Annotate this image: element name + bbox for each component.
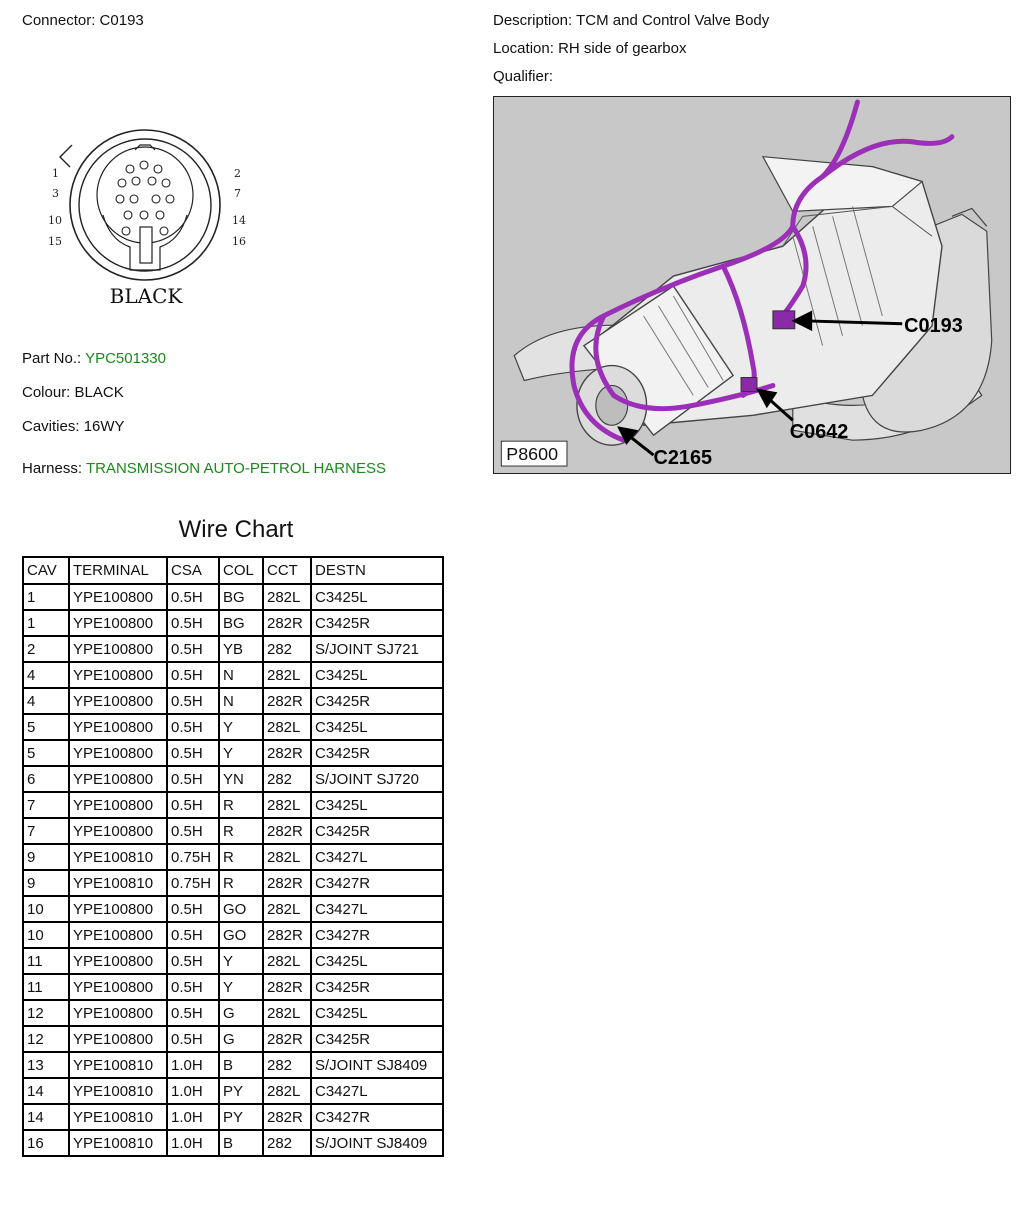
cell-cct: 282R <box>263 1104 311 1130</box>
cell-destn: C3427L <box>311 1078 443 1104</box>
cell-terminal: YPE100800 <box>69 740 167 766</box>
table-row <box>23 948 443 974</box>
cell-cav: 12 <box>23 1000 69 1026</box>
cell-terminal: YPE100800 <box>69 974 167 1000</box>
cell-cct: 282R <box>263 688 311 714</box>
pin-label-left: 15 <box>48 235 62 248</box>
cell-cct: 282 <box>263 636 311 662</box>
cell-cav: 1 <box>23 610 69 636</box>
cell-destn: C3425R <box>311 688 443 714</box>
cell-col: R <box>219 818 263 844</box>
pin-label-right: 14 <box>232 214 246 227</box>
cell-csa: 1.0H <box>167 1052 219 1078</box>
part-no-line <box>22 350 166 367</box>
table-row <box>23 610 443 636</box>
cell-terminal: YPE100800 <box>69 714 167 740</box>
cell-col: G <box>219 1000 263 1026</box>
cell-col: BG <box>219 584 263 610</box>
table-row <box>23 922 443 948</box>
table-row <box>23 974 443 1000</box>
cell-cct: 282R <box>263 1026 311 1052</box>
table-row <box>23 896 443 922</box>
table-row <box>23 1052 443 1078</box>
wire-chart-header-row <box>23 557 443 584</box>
harness-label: Harness: <box>22 460 83 477</box>
cell-terminal: YPE100800 <box>69 922 167 948</box>
colour-label: Colour: <box>22 384 71 401</box>
pin-label-left: 3 <box>52 187 59 200</box>
cell-destn: C3425L <box>311 792 443 818</box>
cell-cct: 282L <box>263 948 311 974</box>
cell-csa: 0.5H <box>167 688 219 714</box>
table-row <box>23 870 443 896</box>
cell-terminal: YPE100810 <box>69 1130 167 1156</box>
cell-cct: 282L <box>263 662 311 688</box>
cell-csa: 1.0H <box>167 1078 219 1104</box>
header-terminal: TERMINAL <box>69 557 167 584</box>
cell-terminal: YPE100800 <box>69 688 167 714</box>
cell-cav: 14 <box>23 1078 69 1104</box>
cell-cav: 6 <box>23 766 69 792</box>
cell-terminal: YPE100800 <box>69 636 167 662</box>
cell-terminal: YPE100800 <box>69 584 167 610</box>
connector-label: Connector: <box>22 12 96 29</box>
header-cav: CAV <box>23 557 69 584</box>
pin-label-right: 7 <box>234 187 241 200</box>
cell-terminal: YPE100800 <box>69 1026 167 1052</box>
cell-destn: C3427R <box>311 1104 443 1130</box>
callout-c0642: C0642 <box>789 421 849 444</box>
cell-destn: C3427L <box>311 844 443 870</box>
cell-cct: 282L <box>263 844 311 870</box>
connector-face-diagram <box>30 115 270 315</box>
connector-colour-label: BLACK <box>109 284 183 308</box>
cell-col: GO <box>219 922 263 948</box>
cell-csa: 0.5H <box>167 792 219 818</box>
cell-cav: 13 <box>23 1052 69 1078</box>
table-row <box>23 740 443 766</box>
location-value: RH side of gearbox <box>558 40 687 57</box>
cell-csa: 0.5H <box>167 662 219 688</box>
cell-cct: 282R <box>263 974 311 1000</box>
cell-terminal: YPE100800 <box>69 662 167 688</box>
harness-line <box>22 460 386 477</box>
cell-destn: C3425R <box>311 1026 443 1052</box>
cell-csa: 0.5H <box>167 922 219 948</box>
cell-csa: 0.5H <box>167 896 219 922</box>
cell-cav: 2 <box>23 636 69 662</box>
cell-cav: 7 <box>23 792 69 818</box>
callout-c0193: C0193 <box>904 314 963 337</box>
cell-col: N <box>219 688 263 714</box>
description-label: Description: <box>493 12 573 29</box>
part-no-value[interactable]: YPC501330 <box>85 350 166 367</box>
cell-terminal: YPE100800 <box>69 1000 167 1026</box>
cell-terminal: YPE100810 <box>69 844 167 870</box>
cell-cav: 7 <box>23 818 69 844</box>
cell-csa: 0.75H <box>167 844 219 870</box>
table-row <box>23 1104 443 1130</box>
cavities-label: Cavities: <box>22 418 80 435</box>
cell-destn: C3425R <box>311 974 443 1000</box>
cell-col: G <box>219 1026 263 1052</box>
cell-col: PY <box>219 1104 263 1130</box>
cell-csa: 0.5H <box>167 766 219 792</box>
cell-destn: C3425L <box>311 1000 443 1026</box>
cell-csa: 0.5H <box>167 818 219 844</box>
table-row <box>23 818 443 844</box>
wire-chart-table <box>22 556 444 1157</box>
cavities-value: 16WY <box>83 418 125 435</box>
cell-col: R <box>219 870 263 896</box>
pin-label-left: 1 <box>52 167 59 180</box>
cell-col: R <box>219 844 263 870</box>
cell-cct: 282R <box>263 740 311 766</box>
wire-chart-body <box>23 584 443 1156</box>
table-row <box>23 584 443 610</box>
cell-cav: 14 <box>23 1104 69 1130</box>
qualifier-line <box>493 68 553 85</box>
description-value: TCM and Control Valve Body <box>576 12 770 29</box>
cell-destn: C3427R <box>311 870 443 896</box>
location-line <box>493 40 686 57</box>
cell-csa: 1.0H <box>167 1104 219 1130</box>
part-no-label: Part No.: <box>22 350 82 367</box>
cell-cav: 5 <box>23 740 69 766</box>
cell-cct: 282L <box>263 1000 311 1026</box>
cell-cct: 282R <box>263 818 311 844</box>
pin-label-right: 2 <box>234 167 241 180</box>
cell-cav: 16 <box>23 1130 69 1156</box>
cell-terminal: YPE100810 <box>69 1052 167 1078</box>
cell-cav: 12 <box>23 1026 69 1052</box>
cell-destn: S/JOINT SJ8409 <box>311 1130 443 1156</box>
cell-csa: 0.5H <box>167 584 219 610</box>
callout-c2165: C2165 <box>653 447 713 470</box>
cell-cav: 4 <box>23 688 69 714</box>
cell-cct: 282L <box>263 714 311 740</box>
cell-terminal: YPE100800 <box>69 948 167 974</box>
cell-col: Y <box>219 714 263 740</box>
cell-destn: C3425R <box>311 740 443 766</box>
wire-chart-title: Wire Chart <box>178 516 294 543</box>
pin-label-right: 16 <box>232 235 246 248</box>
table-row <box>23 1026 443 1052</box>
table-row <box>23 1130 443 1156</box>
header-col: COL <box>219 557 263 584</box>
qualifier-label: Qualifier: <box>493 68 554 85</box>
cell-destn: S/JOINT SJ8409 <box>311 1052 443 1078</box>
cell-col: B <box>219 1130 263 1156</box>
cell-col: Y <box>219 740 263 766</box>
cell-cav: 5 <box>23 714 69 740</box>
cell-cav: 10 <box>23 922 69 948</box>
cell-csa: 0.5H <box>167 610 219 636</box>
cell-col: YN <box>219 766 263 792</box>
connector-line <box>22 12 144 29</box>
cell-csa: 0.5H <box>167 974 219 1000</box>
cell-cct: 282R <box>263 922 311 948</box>
cell-cav: 4 <box>23 662 69 688</box>
colour-value: BLACK <box>74 384 124 401</box>
cell-cav: 9 <box>23 870 69 896</box>
cell-col: GO <box>219 896 263 922</box>
cell-terminal: YPE100810 <box>69 1078 167 1104</box>
description-line <box>493 12 769 29</box>
pin-label-left: 10 <box>48 214 62 227</box>
header-destn: DESTN <box>311 557 443 584</box>
cell-csa: 0.5H <box>167 636 219 662</box>
cell-terminal: YPE100800 <box>69 766 167 792</box>
cell-cct: 282L <box>263 792 311 818</box>
cell-destn: C3425L <box>311 662 443 688</box>
table-row <box>23 792 443 818</box>
cell-cct: 282R <box>263 610 311 636</box>
header-csa: CSA <box>167 557 219 584</box>
cell-csa: 0.5H <box>167 714 219 740</box>
cell-destn: S/JOINT SJ720 <box>311 766 443 792</box>
location-photo <box>493 96 1011 474</box>
photo-reference: P8600 <box>506 444 559 465</box>
cell-destn: S/JOINT SJ721 <box>311 636 443 662</box>
cell-csa: 0.5H <box>167 740 219 766</box>
location-label: Location: <box>493 40 554 57</box>
cell-destn: C3425R <box>311 818 443 844</box>
table-row <box>23 844 443 870</box>
cell-cct: 282 <box>263 1052 311 1078</box>
cell-cav: 9 <box>23 844 69 870</box>
cell-destn: C3425R <box>311 610 443 636</box>
cell-csa: 0.5H <box>167 1000 219 1026</box>
cell-cct: 282 <box>263 1130 311 1156</box>
cell-terminal: YPE100800 <box>69 610 167 636</box>
cell-csa: 1.0H <box>167 1130 219 1156</box>
table-row <box>23 662 443 688</box>
gearbox-illustration <box>494 97 1010 473</box>
cell-destn: C3425L <box>311 714 443 740</box>
cell-csa: 0.5H <box>167 1026 219 1052</box>
header-cct: CCT <box>263 557 311 584</box>
cell-col: YB <box>219 636 263 662</box>
cell-cct: 282L <box>263 584 311 610</box>
cavities-line <box>22 418 125 435</box>
cell-cav: 11 <box>23 948 69 974</box>
cell-cav: 1 <box>23 584 69 610</box>
table-row <box>23 714 443 740</box>
table-row <box>23 688 443 714</box>
cell-cct: 282L <box>263 896 311 922</box>
cell-cct: 282 <box>263 766 311 792</box>
connector-value: C0193 <box>99 12 144 29</box>
cell-csa: 0.5H <box>167 948 219 974</box>
table-row <box>23 1000 443 1026</box>
cell-cct: 282L <box>263 1078 311 1104</box>
cell-destn: C3427L <box>311 896 443 922</box>
cell-col: PY <box>219 1078 263 1104</box>
table-row <box>23 1078 443 1104</box>
cell-terminal: YPE100810 <box>69 1104 167 1130</box>
cell-terminal: YPE100800 <box>69 896 167 922</box>
cell-terminal: YPE100810 <box>69 870 167 896</box>
harness-value[interactable]: TRANSMISSION AUTO-PETROL HARNESS <box>85 460 386 477</box>
cell-terminal: YPE100800 <box>69 818 167 844</box>
cell-col: BG <box>219 610 263 636</box>
cell-cav: 10 <box>23 896 69 922</box>
cell-destn: C3425L <box>311 584 443 610</box>
cell-col: B <box>219 1052 263 1078</box>
cell-col: Y <box>219 974 263 1000</box>
cell-csa: 0.75H <box>167 870 219 896</box>
cell-destn: C3427R <box>311 922 443 948</box>
cell-cct: 282R <box>263 870 311 896</box>
cell-col: R <box>219 792 263 818</box>
table-row <box>23 636 443 662</box>
cell-terminal: YPE100800 <box>69 792 167 818</box>
table-row <box>23 766 443 792</box>
colour-line <box>22 384 124 401</box>
cell-col: Y <box>219 948 263 974</box>
cell-cav: 11 <box>23 974 69 1000</box>
cell-col: N <box>219 662 263 688</box>
cell-destn: C3425L <box>311 948 443 974</box>
